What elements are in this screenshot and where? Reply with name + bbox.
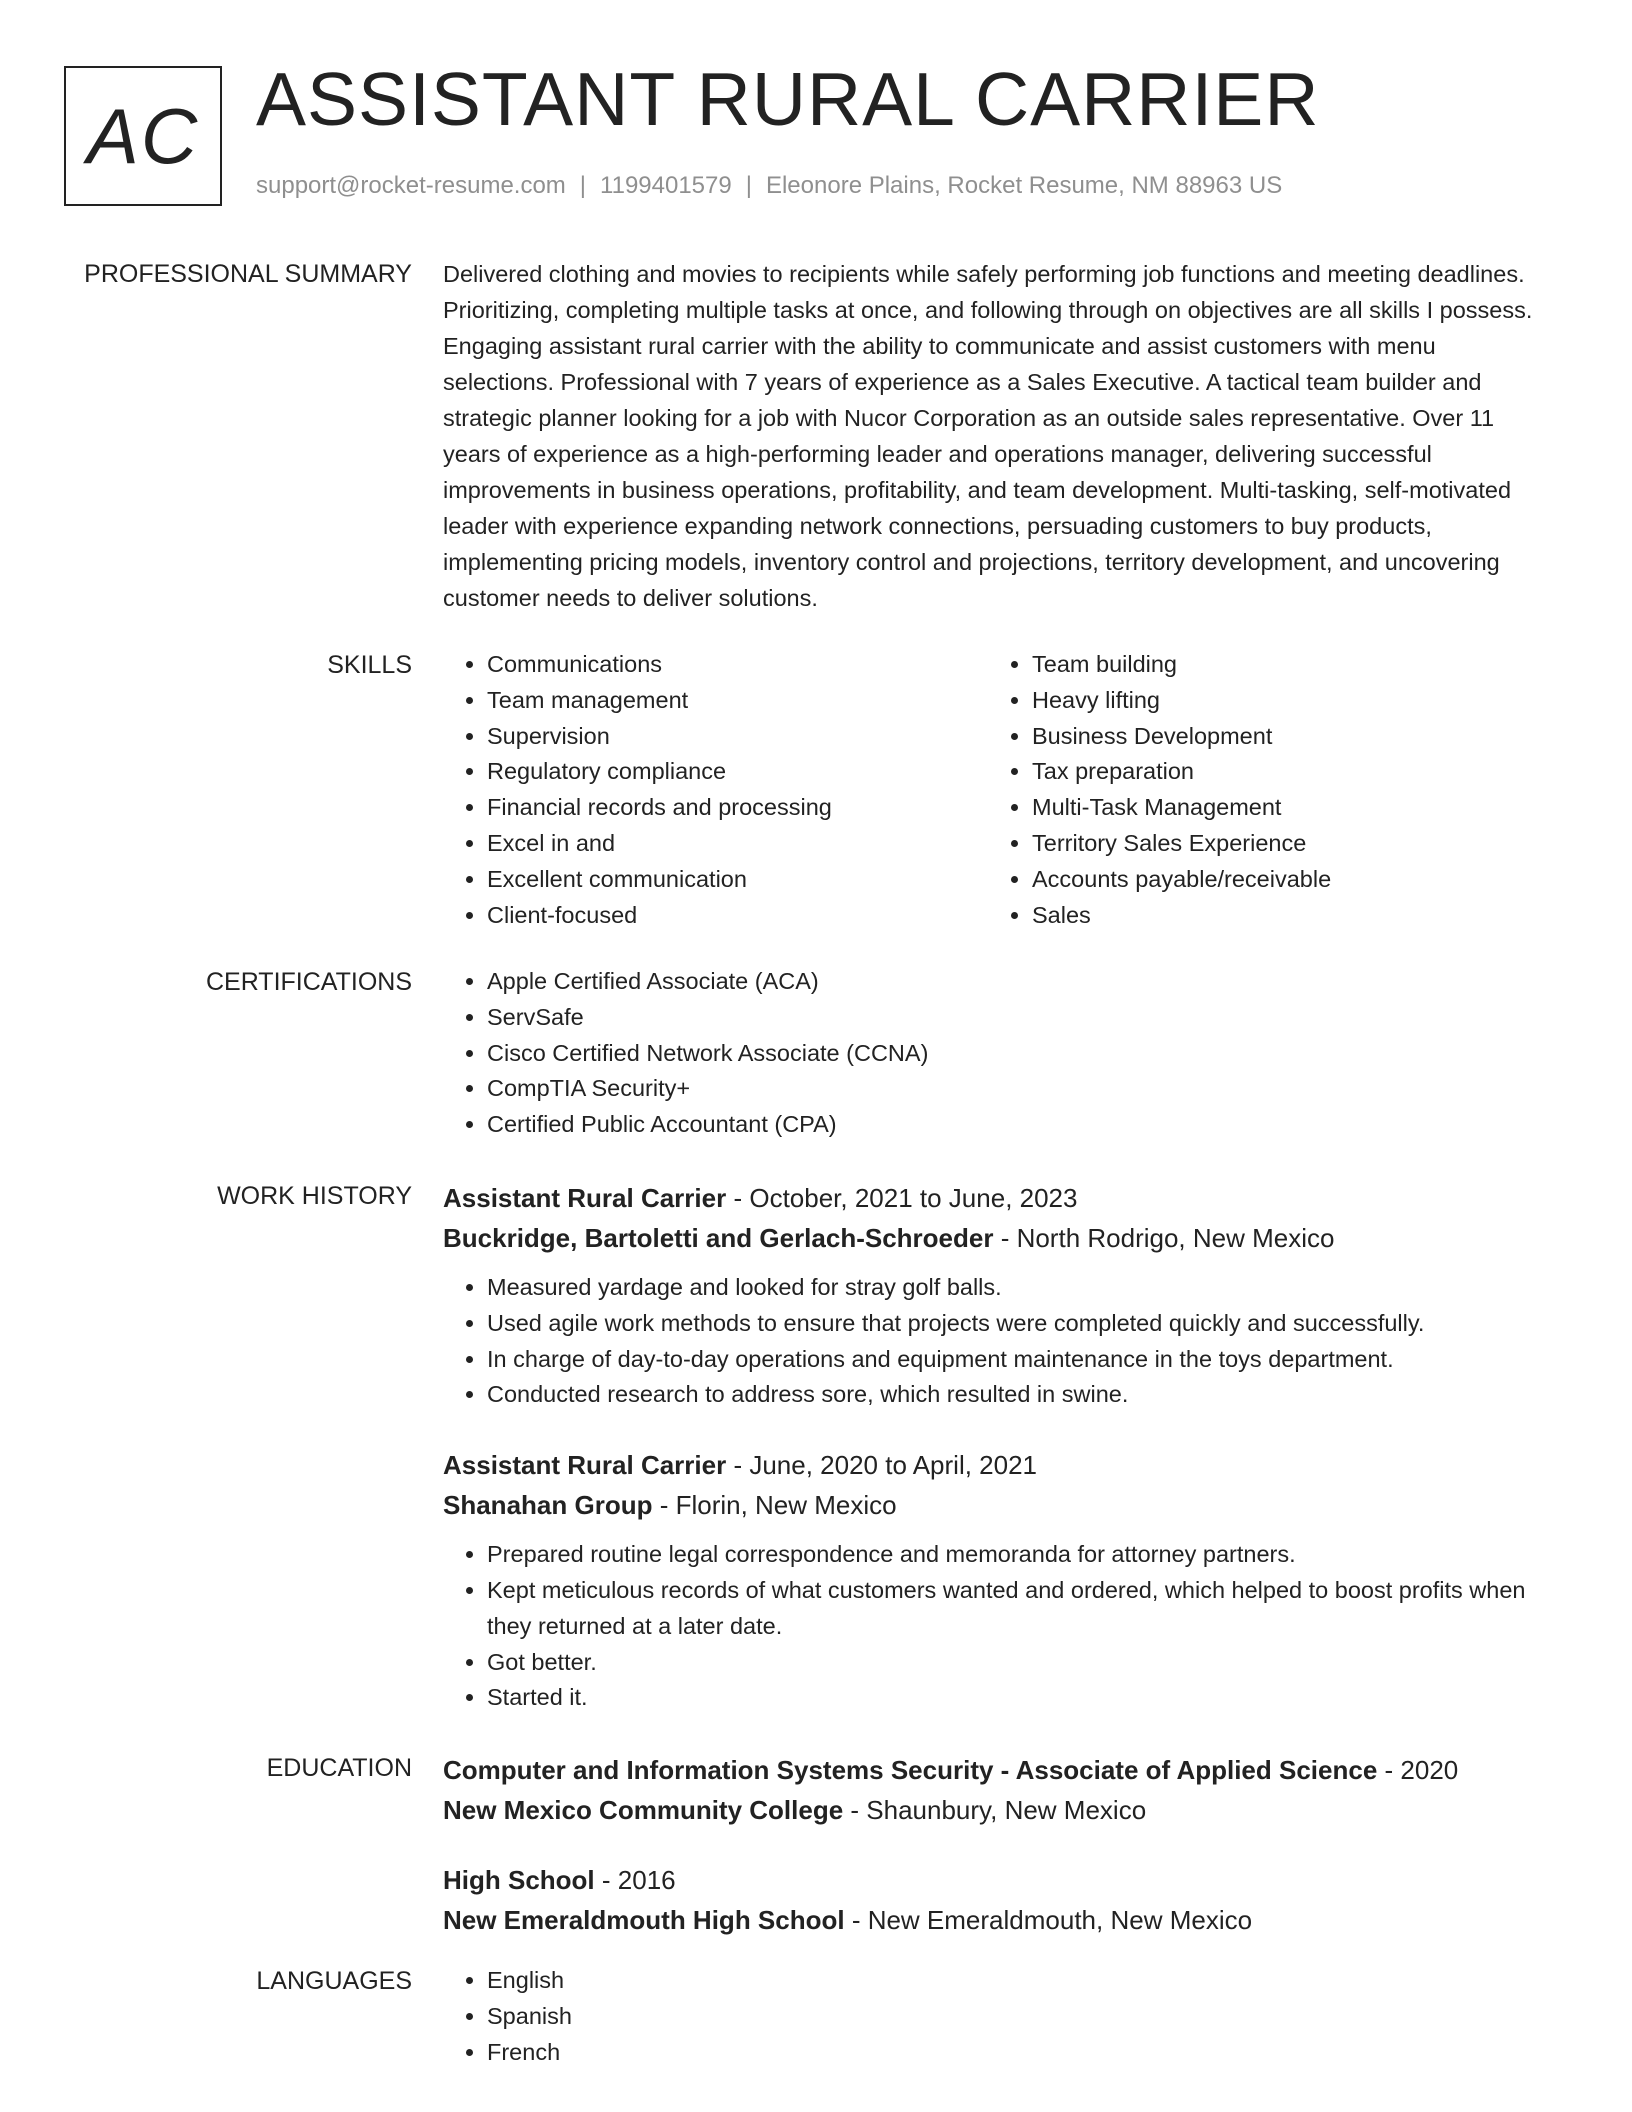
skill-item: • Business Development bbox=[1032, 719, 1533, 755]
work-history-body bbox=[443, 1178, 1543, 1716]
contact-email[interactable]: support@rocket-resume.com bbox=[256, 172, 566, 199]
skills-column-left bbox=[443, 647, 988, 933]
job-company: Shanahan Group bbox=[443, 1490, 653, 1521]
section-label: PROFESSIONAL SUMMARY bbox=[84, 260, 412, 288]
job-company-line bbox=[443, 1485, 1543, 1525]
job-entry bbox=[443, 1445, 1543, 1716]
education-year: - 2016 bbox=[594, 1865, 676, 1895]
education-degree-line bbox=[443, 1860, 1543, 1900]
language-item: • French bbox=[487, 2035, 1543, 2071]
job-bullet: • Started it. bbox=[487, 1680, 1543, 1716]
education-body bbox=[443, 1750, 1543, 1940]
skills-body bbox=[443, 647, 1543, 933]
skill-item: • Team building bbox=[1032, 647, 1533, 683]
section-label: LANGUAGES bbox=[256, 1967, 412, 1995]
skill-item: • Supervision bbox=[487, 719, 988, 755]
education-degree: Computer and Information Systems Security - Associate of Applied Science bbox=[443, 1755, 1378, 1785]
job-company: Buckridge, Bartoletti and Gerlach-Schroeder bbox=[443, 1223, 994, 1253]
skill-item: • Excel in and bbox=[487, 826, 988, 862]
skill-item: • Multi-Task Management bbox=[1032, 790, 1533, 826]
skill-item: • Excellent communication bbox=[487, 862, 988, 898]
job-dates: - October, 2021 to June, 2023 bbox=[726, 1183, 1078, 1213]
skills-column-right bbox=[988, 647, 1533, 933]
certification-item: • ServSafe bbox=[487, 1000, 1543, 1036]
resume-title: ASSISTANT RURAL CARRIER bbox=[256, 57, 1320, 141]
certification-item: • Cisco Certified Network Associate (CCNA) bbox=[487, 1036, 1543, 1072]
contact-phone[interactable]: 1199401579 bbox=[600, 172, 732, 199]
education-school-line bbox=[443, 1900, 1543, 1940]
skill-item: • Sales bbox=[1032, 898, 1533, 934]
skill-item: • Client-focused bbox=[487, 898, 988, 934]
job-title-line bbox=[443, 1178, 1543, 1218]
language-item: • English bbox=[487, 1963, 1543, 1999]
education-entry bbox=[443, 1750, 1543, 1830]
certifications-body bbox=[443, 964, 1543, 1143]
certification-item: • Certified Public Accountant (CPA) bbox=[487, 1107, 1543, 1143]
education-degree: High School bbox=[443, 1865, 595, 1895]
job-bullet: • Used agile work methods to ensure that projects were completed quickly and successfully. bbox=[487, 1306, 1543, 1342]
job-title-line bbox=[443, 1445, 1543, 1485]
job-entry bbox=[443, 1178, 1543, 1413]
skill-item: • Accounts payable/receivable bbox=[1032, 862, 1533, 898]
skill-item: • Territory Sales Experience bbox=[1032, 826, 1533, 862]
education-year: - 2020 bbox=[1377, 1755, 1459, 1785]
section-label: CERTIFICATIONS bbox=[205, 968, 412, 996]
education-school-line bbox=[443, 1790, 1543, 1830]
skill-item: • Tax preparation bbox=[1032, 754, 1533, 790]
contact-separator: | bbox=[745, 172, 752, 199]
skill-item: • Heavy lifting bbox=[1032, 683, 1533, 719]
job-bullet: • In charge of day-to-day operations and equipment maintenance in the toys department. bbox=[487, 1342, 1543, 1378]
job-bullet: • Kept meticulous records of what customers wanted and ordered, which helped to boost profits when they returned at a later date. bbox=[487, 1573, 1543, 1645]
summary-body bbox=[443, 256, 1543, 616]
language-item: • Spanish bbox=[487, 1999, 1543, 2035]
contact-line bbox=[256, 172, 1282, 200]
job-bullet: • Got better. bbox=[487, 1645, 1543, 1681]
monogram: AC bbox=[64, 66, 222, 206]
job-title: Assistant Rural Carrier bbox=[443, 1450, 727, 1481]
contact-address: Eleonore Plains, Rocket Resume, NM 88963 US bbox=[765, 172, 1283, 199]
job-company-line bbox=[443, 1218, 1543, 1258]
certification-item: • CompTIA Security+ bbox=[487, 1071, 1543, 1107]
education-location: - Shaunbury, New Mexico bbox=[843, 1795, 1147, 1825]
skill-item: • Team management bbox=[487, 683, 988, 719]
section-label: WORK HISTORY bbox=[217, 1182, 412, 1210]
education-school: New Mexico Community College bbox=[443, 1795, 844, 1825]
skill-item: • Communications bbox=[487, 647, 988, 683]
job-location: - Florin, New Mexico bbox=[652, 1490, 897, 1521]
contact-separator: | bbox=[579, 172, 587, 199]
skill-item: • Financial records and processing bbox=[487, 790, 988, 826]
education-location: - New Emeraldmouth, New Mexico bbox=[844, 1905, 1253, 1935]
job-bullet: • Measured yardage and looked for stray golf balls. bbox=[487, 1270, 1543, 1306]
section-label: SKILLS bbox=[327, 651, 412, 679]
education-degree-line bbox=[443, 1750, 1543, 1790]
certification-item: • Apple Certified Associate (ACA) bbox=[487, 964, 1543, 1000]
education-school: New Emeraldmouth High School bbox=[443, 1905, 845, 1935]
job-title: Assistant Rural Carrier bbox=[443, 1183, 727, 1213]
languages-body bbox=[443, 1963, 1543, 2070]
job-bullet: • Prepared routine legal correspondence and memoranda for attorney partners. bbox=[487, 1537, 1543, 1573]
summary-text: Delivered clothing and movies to recipients while safely performing job functions and meeting deadlines. Prioritizing, completing multiple tasks at once, and following through on objectives are all skills I possess. Engaging assistant rural carrier with the ability to communicate and assist customers with menu selections. Professional with 7 years of experience as a Sales Executive. A tactical team builder and strategic planner looking for a job with Nucor Corporation as an outside sales representative. Over 11 years of experience as a high-performing leader and operations manager, delivering successful improvements in business operations, profitability, and team development. Multi-tasking, self-motivated leader with experience expanding network connections, persuading customers to buy products, implementing pricing models, inventory control and projections, territory development, and uncovering customer needs to deliver solutions. bbox=[443, 261, 1533, 611]
job-location: - North Rodrigo, New Mexico bbox=[993, 1223, 1335, 1253]
education-entry bbox=[443, 1860, 1543, 1940]
skill-item: • Regulatory compliance bbox=[487, 754, 988, 790]
job-dates: - June, 2020 to April, 2021 bbox=[726, 1450, 1038, 1481]
section-label: EDUCATION bbox=[266, 1754, 412, 1782]
job-bullet: • Conducted research to address sore, which resulted in swine. bbox=[487, 1377, 1543, 1413]
